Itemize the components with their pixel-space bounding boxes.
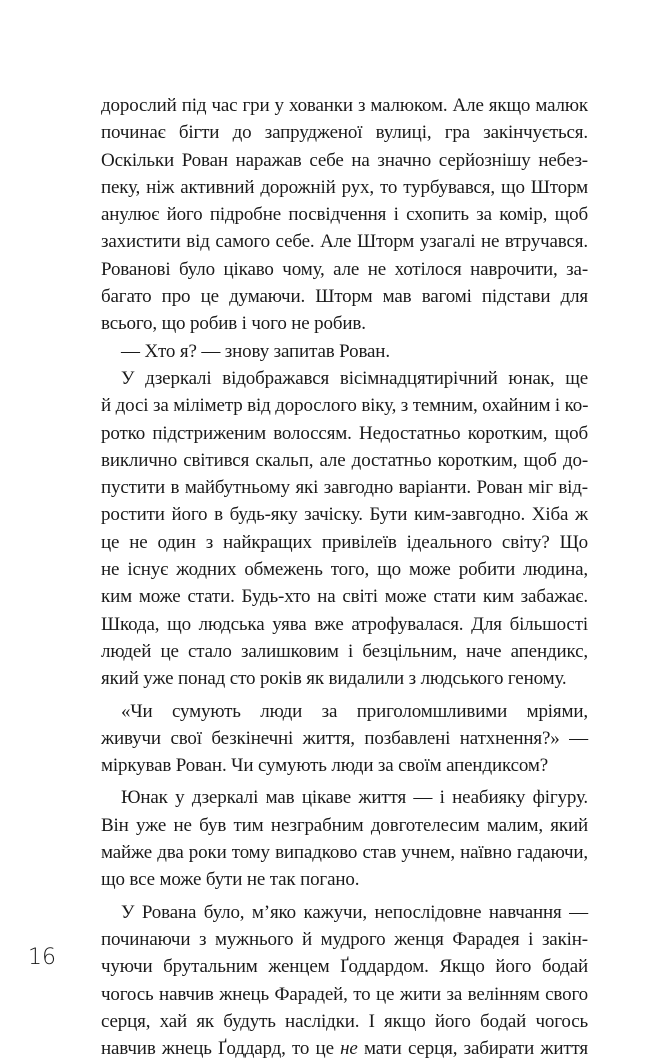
text-line: Оскільки Рован наражав себе на значно серйознішу небез- xyxy=(101,149,588,171)
text-line: Юнак у дзеркалі мав цікаве життя — і неабияку фігуру. xyxy=(121,787,588,809)
text-line: починаючи з мужнього й мудрого женця Фарадея і закін- xyxy=(101,928,588,950)
text-line: це не один з найкращих привілеїв ідеального світу? Що xyxy=(101,531,588,553)
paragraph-4-quote xyxy=(101,698,588,780)
text-line: майже два роки тому випадково став учнем, наївно гадаючи, xyxy=(101,842,588,864)
paragraph-3 xyxy=(101,365,588,693)
text-line: що все може бути не так погано. xyxy=(101,869,360,891)
text-line: дорослий під час гри у хованки з малюком. Але якщо малюк xyxy=(101,95,588,116)
text-line-with-emphasis xyxy=(101,1035,588,1062)
text-line: ротко підстриженим волоссям. Недостатньо коротким, щоб xyxy=(101,422,588,444)
text-fragment: мати серця, забирати життя xyxy=(357,1038,588,1060)
text-line: ким може стати. Будь-хто на світі може стати ким забажає. xyxy=(101,586,588,608)
text-line: У Рована було, м’яко кажучи, непослідовне навчання — xyxy=(121,901,588,923)
paragraph-1 xyxy=(101,92,588,338)
text-line: пустити в майбутньому які завгодно варіанти. Рован міг від- xyxy=(101,477,588,499)
paragraph-5 xyxy=(101,784,588,893)
text-line: Він уже не був тим незграбним довготелесим малим, який xyxy=(101,814,588,836)
text-line: Шкода, що людська уява вже атрофувалася. Для більшості xyxy=(101,613,588,635)
text-line: й досі за міліметр від дорослого віку, з темним, охайним і ко- xyxy=(101,395,589,417)
text-line: людей це стало залишковим і безцільним, наче апендикс, xyxy=(101,640,588,662)
emphasis-word: не xyxy=(340,1038,358,1060)
text-line: починає бігти до запрудженої вулиці, гра закінчується. xyxy=(101,122,588,144)
text-line: «Чи сумують люди за приголомшливими мріями, xyxy=(121,700,588,722)
text-line: чуючи брутальним женцем Ґоддардом. Якщо його бодай xyxy=(101,956,588,978)
text-line: чогось навчив жнець Фарадей, то це жити за велінням свого xyxy=(101,983,588,1005)
text-line: не існує жодних обмежень того, що може робити людина, xyxy=(101,559,588,581)
text-line: ростити його в будь-яку зачіску. Бути ким-завгодно. Хіба ж xyxy=(101,504,588,526)
text-line: анулює його підробне посвідчення і схопить за комір, щоб xyxy=(101,204,588,226)
text-line: який уже понад сто років як видалили з людського геному. xyxy=(101,668,567,690)
text-line: виклично світився скальп, але достатньо коротким, щоб до- xyxy=(101,449,588,471)
text-line: У дзеркалі відображався вісімнадцятирічний юнак, ще xyxy=(121,367,588,389)
text-fragment: навчив жнець Ґоддард, то це xyxy=(101,1038,341,1060)
text-line: живучи свої безкінечні життя, позбавлені натхнення?» — xyxy=(101,727,588,749)
paragraph-6 xyxy=(101,899,588,1062)
page-number: 16 xyxy=(28,945,56,970)
text-line: — Хто я? — знову запитав Рован. xyxy=(121,340,390,362)
text-line: захистити від самого себе. Але Шторм узагалі не втручався. xyxy=(101,231,588,253)
book-page-text xyxy=(101,92,588,1062)
paragraph-2-dialogue xyxy=(101,338,588,365)
text-line: Рованові було цікаво чому, але не хотілося наврочити, за- xyxy=(101,258,588,280)
text-line: міркував Рован. Чи сумують люди за своїм апендиксом? xyxy=(101,755,549,777)
text-line: багато про це думаючи. Шторм мав вагомі підстави для xyxy=(101,286,588,308)
text-line: пеку, ніж активний дорожній рух, то турбувався, що Шторм xyxy=(101,176,588,198)
text-line: серця, хай як будуть наслідки. І якщо його бодай чогось xyxy=(101,1010,588,1032)
text-line: всього, що робив і чого не робив. xyxy=(101,313,366,335)
